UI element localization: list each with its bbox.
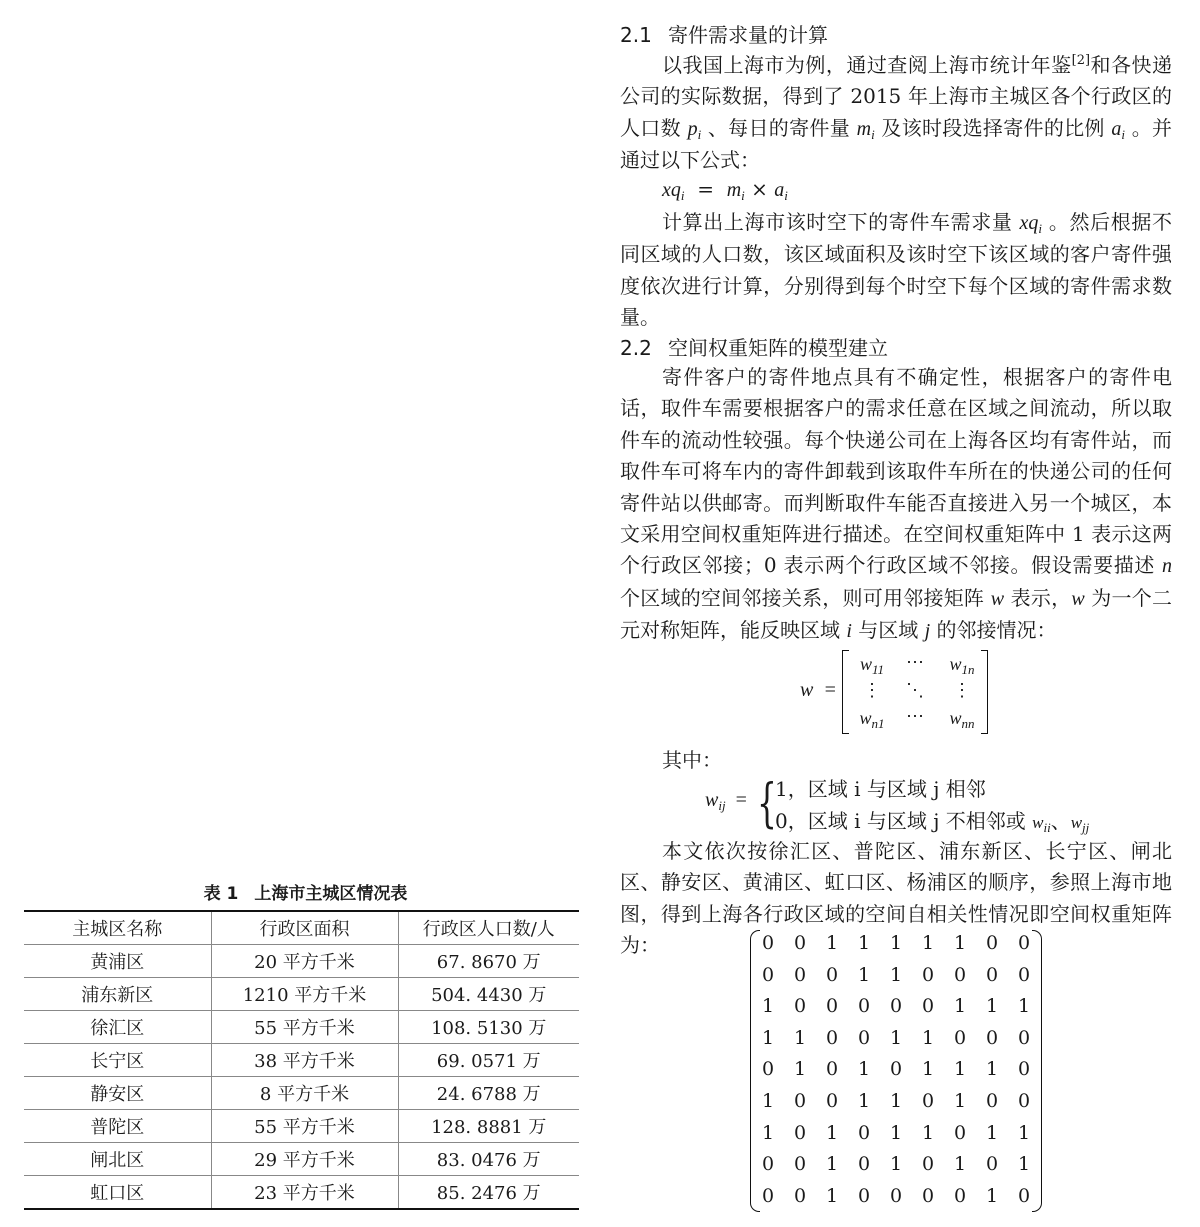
matrix-value: 0 (793, 1184, 807, 1207)
matrix-value: 1 (857, 1058, 871, 1081)
matrix-w-cell: ⋮ (953, 680, 971, 701)
var-i: i (846, 620, 852, 643)
cell-district-name: 闸北区 (24, 1143, 211, 1176)
table-row (24, 978, 579, 1011)
table-row (24, 1011, 579, 1044)
matrix-row (752, 1185, 1040, 1207)
cell-district-name: 普陀区 (24, 1110, 211, 1143)
matrix-value: 1 (953, 1090, 967, 1112)
matrix-value: 0 (889, 1184, 903, 1207)
matrix-value: 0 (1017, 1026, 1031, 1049)
matrix-value: 0 (761, 1058, 775, 1081)
table-header-row (24, 911, 579, 945)
matrix-value: 0 (793, 995, 807, 1018)
matrix-value: 0 (761, 1184, 775, 1207)
matrix-value: 0 (793, 932, 807, 954)
matrix-value: 1 (921, 932, 935, 954)
text-span: 。并通过以下公式： (620, 115, 1172, 173)
text-span: 和各快递公司的实际数据，得到了 2015 年上海市主城区各个行政区的人口数 (620, 53, 1173, 140)
matrix-value: 0 (985, 932, 999, 954)
matrix-w-cell: ⋮ (863, 680, 881, 701)
matrix-row (752, 932, 1040, 954)
cell-area: 55 平方千米 (211, 1110, 398, 1143)
matrix-value: 0 (1017, 1090, 1031, 1112)
matrix-value: 0 (953, 1184, 967, 1207)
matrix-value: 0 (761, 932, 775, 954)
cell-district-name: 长宁区 (24, 1044, 211, 1077)
matrix-value: 0 (857, 1026, 871, 1049)
sec22-paragraph-2: 本文依次按徐汇区、普陀区、浦东新区、长宁区、闸北区、静安区、黄浦区、虹口区、杨浦区的顺序，参照上海市地图，得到上海各行政区域的空间自相关性情况即空间权重矩阵为： (620, 839, 1172, 958)
matrix-row (752, 1058, 1040, 1080)
matrix-row (752, 1090, 1040, 1112)
matrix-row (752, 1153, 1040, 1175)
section-title: 寄件需求量的计算 (668, 23, 828, 47)
matrix-value: 1 (857, 963, 871, 986)
matrix-value: 1 (825, 1184, 839, 1207)
matrix-value: 1 (953, 1153, 967, 1176)
matrix-value: 0 (1017, 963, 1031, 986)
matrix-value: 0 (985, 963, 999, 986)
matrix-value: 1 (985, 1184, 999, 1207)
matrix-row (752, 1027, 1040, 1049)
cell-population: 67. 8670 万 (398, 945, 579, 978)
matrix-value: 1 (761, 1090, 775, 1112)
section-number: 2.2 (620, 336, 652, 360)
matrix-value: 0 (793, 1090, 807, 1112)
matrix-value: 1 (985, 995, 999, 1018)
matrix-value: 0 (761, 1153, 775, 1176)
matrix-value: 0 (985, 1153, 999, 1176)
matrix-value: 1 (1017, 1121, 1031, 1144)
var-w: w (990, 587, 1005, 610)
cell-district-name: 黄浦区 (24, 945, 211, 978)
cell-area: 23 平方千米 (211, 1176, 398, 1210)
cell-population: 504. 4430 万 (398, 978, 579, 1011)
text-span: 个区域的空间邻接关系，则可用邻接矩阵 (620, 585, 991, 610)
qizhong-label: 其中： (662, 748, 722, 772)
matrix-value: 1 (953, 932, 967, 954)
district-table (24, 910, 579, 1210)
matrix-value: 0 (921, 1090, 935, 1112)
table-1 (24, 878, 579, 1210)
var-n: n (1162, 555, 1172, 578)
cell-population: 128. 8881 万 (398, 1110, 579, 1143)
section-number: 2.1 (620, 23, 652, 47)
table-caption (32, 878, 579, 910)
cell-population: 24. 6788 万 (398, 1077, 579, 1110)
matrix-row (752, 995, 1040, 1017)
section-2-2-heading (620, 332, 888, 361)
matrix-value: 1 (857, 1090, 871, 1112)
var-p-i: $p_i$ (687, 117, 702, 142)
matrix-value: 0 (857, 1121, 871, 1144)
table-row (24, 1110, 579, 1143)
matrix-value: 1 (1017, 995, 1031, 1018)
text-span: 以我国上海市为例，通过查阅上海市统计年鉴 (662, 53, 1072, 77)
matrix-value: 0 (825, 1058, 839, 1081)
var-xq-i: $xq_i$ (1019, 212, 1042, 236)
matrix-value: 1 (889, 1121, 903, 1144)
var-m-i: $m_i$ (856, 117, 875, 142)
section-title: 空间权重矩阵的模型建立 (668, 336, 888, 360)
cell-population: 85. 2476 万 (398, 1176, 579, 1210)
matrix-w-cell: ⋯ (906, 652, 924, 673)
matrix-w-cell: $w_{1n}$ (949, 654, 975, 677)
matrix-value: 0 (793, 1121, 807, 1144)
cell-area: 29 平方千米 (211, 1143, 398, 1176)
matrix-w-cell: $w_{n1}$ (859, 708, 885, 731)
cell-area: 8 平方千米 (211, 1077, 398, 1110)
matrix-value: 1 (825, 1121, 839, 1144)
matrix-value: 0 (921, 1184, 935, 1207)
matrix-w-cell: $w_{11}$ (859, 654, 885, 677)
w-ij-label: $w_{ij}$ = (705, 789, 747, 813)
var-j: j (924, 620, 931, 643)
cell-district-name: 静安区 (24, 1077, 211, 1110)
adjacency-matrix (750, 930, 1042, 1210)
case-2: 0，区域 i 与区域 j 不相邻或 $w_{ii}$、$w_{jj}$ (775, 809, 1090, 835)
var-a-i: $a_i$ (1111, 117, 1126, 142)
matrix-value: 1 (825, 1153, 839, 1176)
header-area: 行政区面积 (211, 911, 398, 945)
section-2-1-heading (620, 19, 828, 48)
matrix-value: 1 (889, 932, 903, 954)
matrix-value: 0 (889, 1058, 903, 1081)
text-span: 计算出上海市该时空下的寄件车需求量 (662, 210, 1020, 234)
header-population: 行政区人口数/人 (398, 911, 579, 945)
matrix-value: 1 (761, 995, 775, 1018)
text-span: 寄件客户的寄件地点具有不确定性，根据客户的寄件电话，取件车需要根据客户的需求任意在区域之间流动，所以取件车的流动性较强。每个快递公司在上海各区均有寄件站，而取件车可将车内的寄件卸载到该取件车所在的快递公司的任何寄件站以供邮寄。而判断取件车能否直接进入另一个城区，本文采用空间权重矩阵进行描述。在空间权重矩阵中 1 表示这两个行政区邻接；0 表示两个行政区域不邻接。假设需要描述 (620, 365, 1172, 578)
header-name: 主城区名称 (24, 911, 211, 945)
sec21-paragraph-2 (620, 207, 1172, 334)
citation-ref[interactable]: [2] (1071, 53, 1091, 68)
cell-area: 38 平方千米 (211, 1044, 398, 1077)
matrix-value: 1 (921, 1121, 935, 1144)
matrix-value: 0 (985, 1026, 999, 1049)
matrix-value: 1 (921, 1058, 935, 1081)
matrix-value: 1 (793, 1058, 807, 1081)
matrix-value: 0 (793, 963, 807, 986)
matrix-value: 1 (921, 1026, 935, 1049)
cell-area: 20 平方千米 (211, 945, 398, 978)
matrix-w-brackets (842, 650, 988, 732)
matrix-value: 0 (921, 1153, 935, 1176)
matrix-value: 1 (889, 963, 903, 986)
matrix-value: 0 (857, 1184, 871, 1207)
brace-icon: { (757, 774, 777, 834)
matrix-value: 0 (921, 963, 935, 986)
matrix-value: 1 (953, 1058, 967, 1081)
text-span: 及该时段选择寄件的比例 (874, 115, 1112, 140)
matrix-w-cell: ⋯ (906, 706, 924, 727)
matrix-value: 0 (953, 1026, 967, 1049)
sec22-paragraph-1 (620, 362, 1172, 648)
cell-area: 1210 平方千米 (211, 978, 398, 1011)
matrix-value: 0 (953, 963, 967, 986)
matrix-value: 0 (953, 1121, 967, 1144)
cell-population: 69. 0571 万 (398, 1044, 579, 1077)
table-row (24, 1176, 579, 1210)
matrix-value: 0 (793, 1153, 807, 1176)
text-span: 与区域 (851, 618, 925, 643)
cell-population: 83. 0476 万 (398, 1143, 579, 1176)
matrix-value: 0 (825, 995, 839, 1018)
matrix-w-cell: ⋱ (906, 680, 924, 701)
matrix-value: 1 (889, 1153, 903, 1176)
matrix-value: 1 (761, 1026, 775, 1049)
table-caption-title: 上海市主城区情况表 (254, 884, 408, 904)
matrix-value: 0 (921, 995, 935, 1018)
matrix-value: 1 (825, 932, 839, 954)
matrix-value: 1 (889, 1090, 903, 1112)
cell-population: 108. 5130 万 (398, 1011, 579, 1044)
matrix-value: 0 (825, 1090, 839, 1112)
text-span: 。然后根据不同区域的人口数，该区域面积及该时空下该区域的客户寄件强度依次进行计算，分别得到每个时空下每个区域的寄件需求数量。 (620, 210, 1173, 330)
text-span: 、每日的寄件量 (701, 115, 857, 140)
text-span: 为一个二元对称矩阵，能反映区域 (620, 585, 1172, 643)
cell-district-name: 徐汇区 (24, 1011, 211, 1044)
matrix-value: 1 (985, 1058, 999, 1081)
cell-area: 55 平方千米 (211, 1011, 398, 1044)
matrix-value: 1 (1017, 1153, 1031, 1176)
table-row (24, 945, 579, 978)
case-1: 1，区域 i 与区域 j 相邻 (775, 777, 986, 801)
matrix-value: 0 (1017, 1058, 1031, 1081)
cell-district-name: 虹口区 (24, 1176, 211, 1210)
matrix-value: 1 (793, 1026, 807, 1049)
matrix-value: 1 (857, 932, 871, 954)
matrix-value: 0 (857, 1153, 871, 1176)
matrix-w-cell: $w_{nn}$ (949, 708, 975, 731)
var-w: w (1071, 587, 1085, 610)
table-caption-label: 表 1 (203, 884, 239, 904)
matrix-value: 1 (889, 1026, 903, 1049)
matrix-row (752, 1122, 1040, 1144)
matrix-value: 0 (985, 1090, 999, 1112)
formula-xq: $xq_i = m_i \times a_i$ (662, 177, 788, 203)
matrix-value: 0 (825, 963, 839, 986)
matrix-value: 0 (857, 995, 871, 1018)
sec21-paragraph-1 (620, 50, 1172, 177)
matrix-value: 0 (1017, 932, 1031, 954)
matrix-value: 0 (1017, 1184, 1031, 1207)
matrix-value: 0 (889, 995, 903, 1018)
matrix-row (752, 964, 1040, 986)
matrix-value: 0 (825, 1026, 839, 1049)
text-span: 的邻接情况： (930, 618, 1057, 643)
text-span: 0，区域 i 与区域 j 不相邻或 (775, 809, 1033, 833)
cell-district-name: 浦东新区 (24, 978, 211, 1011)
table-row (24, 1077, 579, 1110)
text-span: 表示， (1004, 585, 1072, 610)
matrix-value: 1 (953, 995, 967, 1018)
matrix-value: 1 (761, 1121, 775, 1144)
matrix-value: 0 (761, 963, 775, 986)
matrix-value: 1 (985, 1121, 999, 1144)
matrix-w-label: w = (800, 679, 837, 701)
table-row (24, 1143, 579, 1176)
table-row (24, 1044, 579, 1077)
